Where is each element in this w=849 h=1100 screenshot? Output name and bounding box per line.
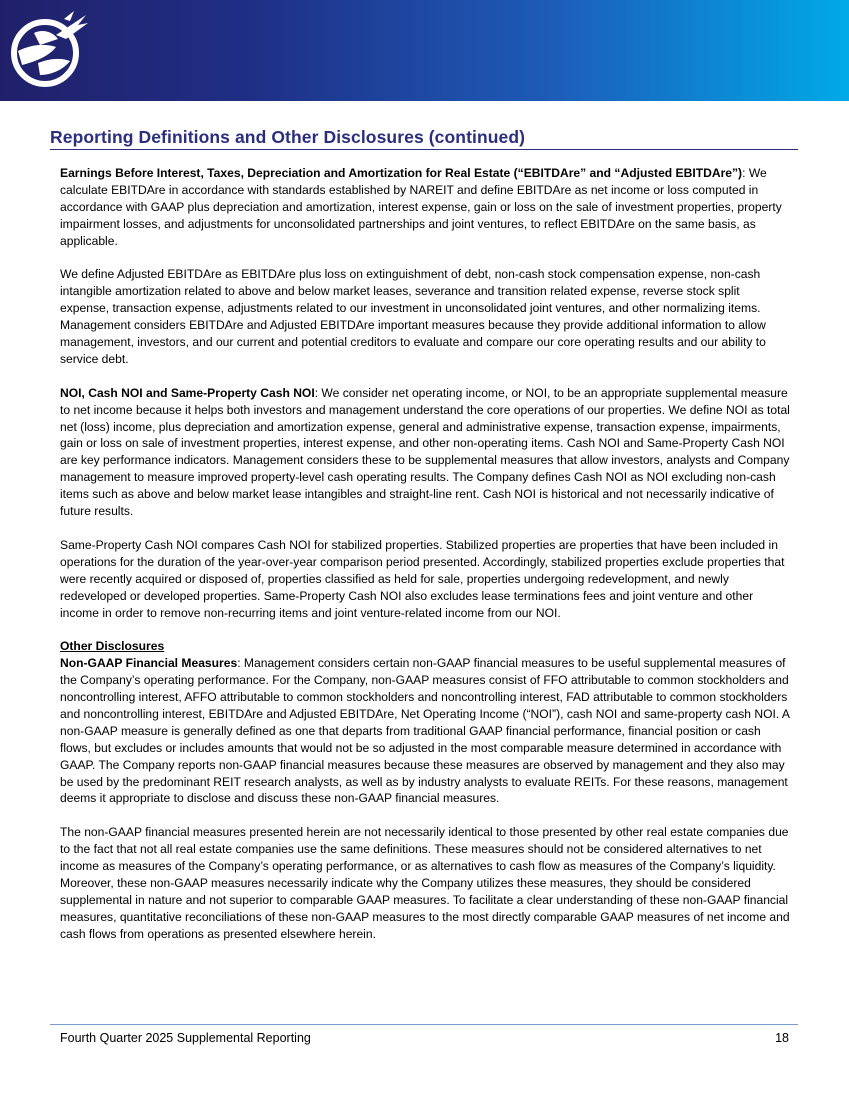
page-title: Reporting Definitions and Other Disclosures (continued) <box>50 127 526 147</box>
subheading-other-disclosures <box>60 638 790 655</box>
document-body <box>60 165 790 960</box>
term-non-gaap: Non-GAAP Financial Measures <box>60 656 238 671</box>
paragraph-non-gaap-identical: The non-GAAP financial measures presented herein are not necessarily identical to those presented by other real estate companies due to the fact that not all real estate companies use the same definitions. These measures should not be considered alternatives to net income as measures of the Company’s operating performance, or as alternatives to cash flow as measures of the Company’s liquidity. Moreover, these non-GAAP measures necessarily indicate why the Company utilizes these measures, they should be considered supplemental in nature and not superior to comparable GAAP measures. To facilitate a clear understanding of these non-GAAP financial measures, quantitative reconciliations of these non-GAAP measures to the most directly comparable GAAP measures of net income and cash flows from operations as presented elsewhere herein. <box>60 825 790 941</box>
paragraph-noi <box>60 385 790 520</box>
paragraph-adjusted-ebitdare: We define Adjusted EBITDAre as EBITDAre plus loss on extinguishment of debt, non-cash stock compensation expense, non-cash intangible amortization related to above and below market leases, severance and transition related expense, reverse stock split expense, transaction expense, adjustments related to our investment in unconsolidated joint ventures, and other normalizing items. Management considers EBITDAre and Adjusted EBITDAre important measures because they provide additional information to allow management, investors, and our current and potential creditors to evaluate and compare our core operating results and our ability to service debt. <box>60 267 766 366</box>
title-divider <box>50 149 798 150</box>
term-ebitdare: Earnings Before Interest, Taxes, Depreciation and Amortization for Real Estate (“EBITDAre” and “Adjusted EBITDAre”) <box>60 166 743 180</box>
text-non-gaap: : Management considers certain non-GAAP financial measures to be useful supplemental measures of the Company’s operating performance. For the Company, non-GAAP measures consist of FFO attributable to common stockholders and noncontrolling interest, AFFO attributable to common stockholders and noncontrolling interest, FAD attributable to common stockholders and noncontrolling interest, EBITDAre and Adjusted EBITDAre, Net Operating Income (“NOI”), cash NOI and same-property cash NOI. A non-GAAP measure is generally defined as one that departs from traditional GAAP financial performance, financial position or cash flows, but excludes or includes amounts that would not be so adjusted in the most comparable measure determined in accordance with GAAP. The Company reports non-GAAP financial measures because these measures are observed by management and they also may be used by the predominant REIT research analysts, as well as by industry analysts to evaluate REITs. For these reasons, management deems it appropriate to disclose and discuss these non-GAAP financial measures. <box>60 656 790 806</box>
term-noi: NOI, Cash NOI and Same-Property Cash NOI <box>60 385 315 400</box>
footer-divider <box>50 1024 798 1025</box>
paragraph-same-property: Same-Property Cash NOI compares Cash NOI for stabilized properties. Stabilized properties are properties that have been included in operations for the duration of the year-over-year comparison period presented. Accordingly, stabilized properties exclude properties that were recently acquired or disposed of, properties classified as held for sale, properties undergoing redevelopment, and newly redeveloped or developed properties. Same-Property Cash NOI also excludes lease terminations fees and joint venture and other income in order to remove non-recurring items and joint venture-related income from our NOI. <box>60 537 785 620</box>
paragraph-ebitdare <box>60 165 790 250</box>
page-number: 18 <box>775 1031 789 1045</box>
company-logo-icon <box>8 5 90 93</box>
paragraph-non-gaap <box>60 655 790 807</box>
header-banner <box>0 0 849 101</box>
text-ebitdare: : We calculate EBITDAre in accordance with standards established by NAREIT and define EBITDAre as net income or loss computed in accordance with GAAP plus depreciation and amortization, interest expense, gain or loss on the sale of investment properties, property impairment losses, and adjustments for unconsolidated partnerships and joint ventures, to reflect EBITDAre on the same basis, as applicable. <box>60 166 782 248</box>
other-disclosures-heading: Other Disclosures <box>60 639 165 654</box>
text-noi: : We consider net operating income, or NOI, to be an appropriate supplemental measure to net income because it helps both investors and management understand the core operations of our properties. We define NOI as total net (loss) income, plus depreciation and amortization expense, general and administrative expense, transaction expense, impairments, gain or loss on sale of investment properties, interest expense, and other non-operating items. Cash NOI and Same-Property Cash NOI are key performance indicators. Management considers these to be supplemental measures that allow investors, analysts and Company management to measure improved property-level cash operating results. The Company defines Cash NOI as NOI excluding non-cash items such as above and below market lease intangibles and straight-line rent. Cash NOI is historical and not necessarily indicative of future results. <box>60 385 790 519</box>
footer-report-title: Fourth Quarter 2025 Supplemental Reporting <box>60 1031 311 1045</box>
